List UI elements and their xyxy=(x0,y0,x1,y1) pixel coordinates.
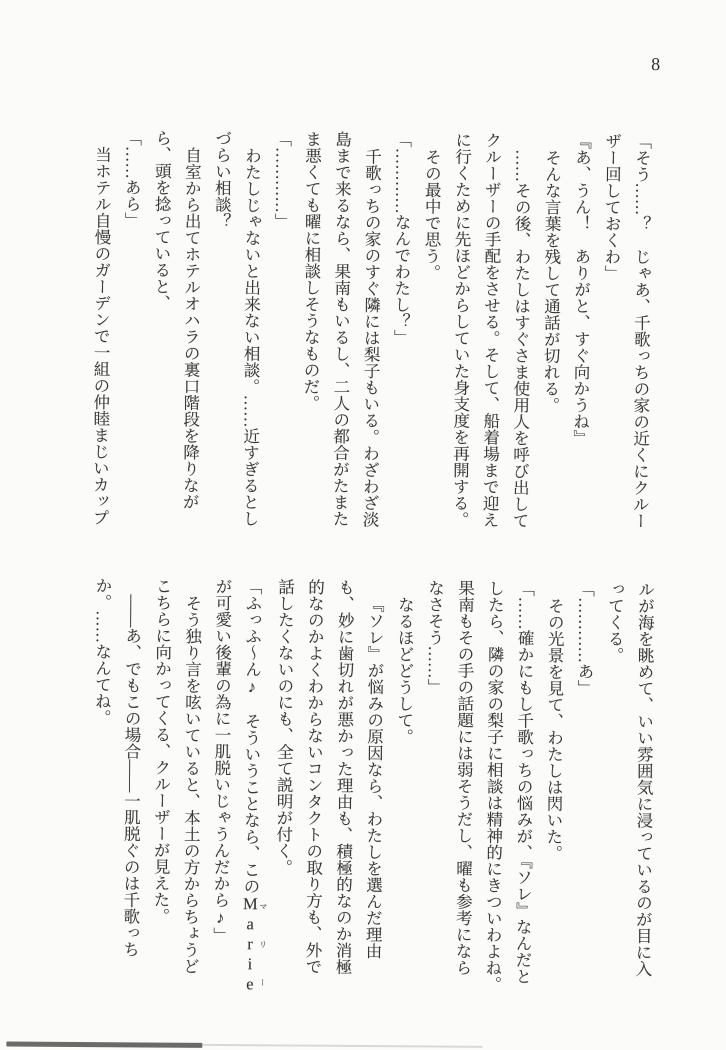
text-line: そんな言葉を残して通話が切れる。 xyxy=(540,149,562,414)
text-line: 『あ、うん！ ありがと、すぐ向かうね』 xyxy=(570,132,592,447)
text-line: ら、頭を捻っていると、 xyxy=(151,129,172,312)
text-line: ま悪くても曜に相談しそうなものだ。 xyxy=(300,130,322,412)
page-number: 8 xyxy=(651,54,661,75)
text-line: 果南もその手の話題には弱そうだし、曜も参考になら xyxy=(452,579,475,976)
text-line: 自室から出てホテルオハラの裏口階段を降りなが xyxy=(180,146,202,510)
text-line: なさそう……」 xyxy=(424,579,445,696)
text-line: クルーザーの手配をさせる。そして、船着場まで迎え xyxy=(479,131,502,528)
scan-artifact-bar xyxy=(6,1042,202,1048)
text-line: が可愛い後輩の為に一肌脱いじゃうんだから♪」 xyxy=(210,577,233,944)
text-line: 「ふっふ〜ん♪ そういうことなら、このMarieマリー xyxy=(240,578,268,995)
text-line: 「……確かにもし千歌っちの悩みが、『ソレ』なんだと xyxy=(512,580,535,985)
text-line: なるほどどうして。 xyxy=(394,596,415,745)
furigana-ruby: Marieマリー xyxy=(240,894,268,995)
text-line: 当ホテル自慢のガーデンで一組の仲睦まじいカップ xyxy=(89,146,112,526)
text-line: づらい相談？ xyxy=(212,129,232,230)
text-line: こちらに向かってくる、クルーザーが見えた。 xyxy=(150,577,173,925)
text-line: 「…………なんでわたし？」 xyxy=(391,131,412,346)
scan-artifact-line xyxy=(202,1044,482,1048)
text-line: 「そう……？ じゃあ、千歌っちの家の近くにクルー xyxy=(629,132,652,529)
text-line: ルが海を眺めて、いい雰囲気に浸っているのが目に入 xyxy=(632,580,655,978)
text-line: 「…………あ」 xyxy=(574,580,595,697)
text-line: 話したくないのにも、全て説明が付く。 xyxy=(273,578,295,876)
text-line: に行くために先ほどからしていた身支度を再開する。 xyxy=(449,131,472,528)
text-line: 的なのかよくわからないコンタクトの取り方も、外で xyxy=(302,578,325,975)
text-line: か。……なんてね。 xyxy=(92,577,113,726)
text-line: その最中で思う。 xyxy=(421,148,442,281)
text-line: その光景を見て、わたしは閃いた。 xyxy=(543,597,565,862)
text-line: わたしじゃないと出来ない相談。……近すぎるとし xyxy=(239,147,262,527)
text-line: 島まで来るなら、果南もいるし、二人の都合がたまた xyxy=(329,130,352,527)
text-block-lower xyxy=(84,577,659,999)
text-line: 『ソレ』が悩みの原因なら、わたしを選んだ理由 xyxy=(362,596,385,960)
text-block-upper xyxy=(84,129,657,539)
text-line: も、妙に歯切れが悪かった理由も、積極的なのか消極 xyxy=(332,578,355,975)
text-line: したら、隣の家の梨子に相談は精神的にきついわよね。 xyxy=(482,579,505,993)
text-line: 「……あら」 xyxy=(122,129,142,229)
text-line: そう独り言を呟いていると、本土の方からちょうど xyxy=(180,594,203,975)
text-line: ザー回しておくわ」 xyxy=(601,132,622,282)
text-line: 「…………」 xyxy=(272,130,292,230)
text-line: ってくる。 xyxy=(605,580,625,664)
text-line: ……その後、わたしはすぐさま使用人を呼び出して xyxy=(509,149,532,529)
text-line: 千歌っちの家のすぐ隣には梨子もいる。わざわざ淡 xyxy=(359,147,382,528)
text-line: ――あ、でもこの場合――一肌脱ぐのは千歌っち xyxy=(120,594,143,958)
